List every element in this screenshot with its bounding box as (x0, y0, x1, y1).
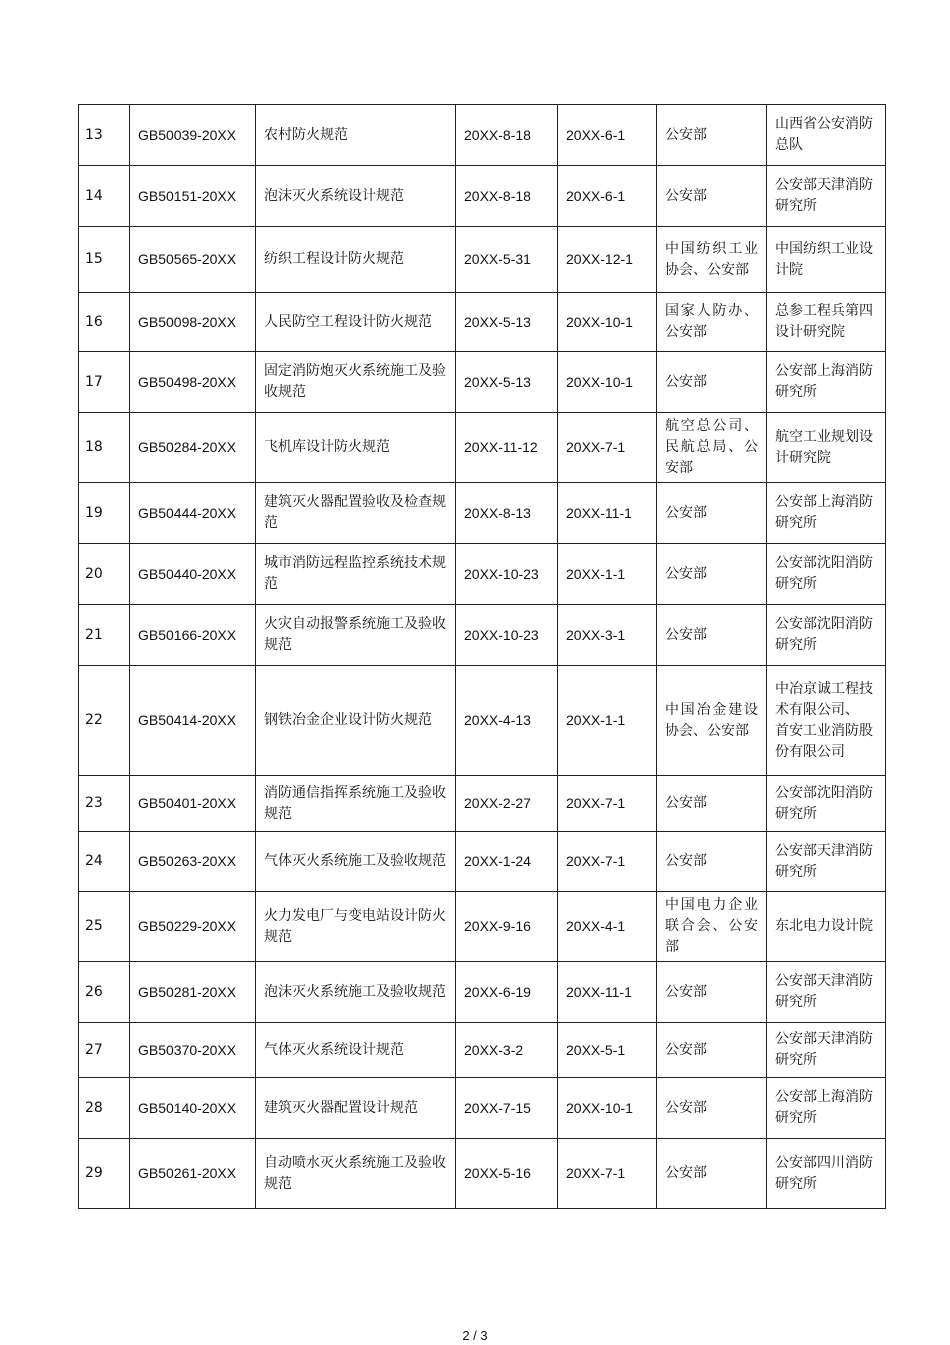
effective-date-cell: 20XX-7-1 (558, 776, 657, 832)
issuing-authority-cell: 公安部 (657, 832, 767, 892)
standard-name-cell: 纺织工程设计防火规范 (256, 227, 456, 293)
table-row (79, 1023, 886, 1078)
standard-name-cell: 火力发电厂与变电站设计防火规范 (256, 892, 456, 962)
standard-name-cell: 气体灭火系统施工及验收规范 (256, 832, 456, 892)
issuing-authority-cell: 公安部 (657, 483, 767, 544)
standard-code-cell: GB50440-20XX (130, 544, 256, 605)
issuing-authority-cell: 中国纺织工业协会、公安部 (657, 227, 767, 293)
chief-editor-unit-cell: 公安部四川消防研究所 (767, 1139, 886, 1209)
row-number-cell: 27 (79, 1023, 130, 1078)
chief-editor-unit-cell: 公安部天津消防研究所 (767, 1023, 886, 1078)
issuing-authority-cell: 公安部 (657, 1078, 767, 1139)
standard-code-cell: GB50098-20XX (130, 293, 256, 352)
standard-code-cell: GB50166-20XX (130, 605, 256, 666)
standard-name-cell: 城市消防远程监控系统技术规范 (256, 544, 456, 605)
effective-date-cell: 20XX-3-1 (558, 605, 657, 666)
issue-date-cell: 20XX-8-13 (456, 483, 558, 544)
issue-date-cell: 20XX-8-18 (456, 166, 558, 227)
table-row (79, 293, 886, 352)
effective-date-cell: 20XX-7-1 (558, 832, 657, 892)
row-number-cell: 15 (79, 227, 130, 293)
table-row (79, 413, 886, 483)
issuing-authority-cell: 航空总公司、民航总局、公安部 (657, 413, 767, 483)
table-row (79, 605, 886, 666)
chief-editor-unit-cell: 公安部沈阳消防研究所 (767, 605, 886, 666)
standard-name-cell: 泡沫灭火系统设计规范 (256, 166, 456, 227)
issuing-authority-cell: 公安部 (657, 166, 767, 227)
table-row (79, 166, 886, 227)
issue-date-cell: 20XX-2-27 (456, 776, 558, 832)
standard-code-cell: GB50039-20XX (130, 105, 256, 166)
issue-date-cell: 20XX-1-24 (456, 832, 558, 892)
chief-editor-unit-cell: 公安部上海消防研究所 (767, 352, 886, 413)
standard-name-cell: 人民防空工程设计防火规范 (256, 293, 456, 352)
table-row (79, 352, 886, 413)
row-number-cell: 23 (79, 776, 130, 832)
issue-date-cell: 20XX-8-18 (456, 105, 558, 166)
table-row (79, 227, 886, 293)
effective-date-cell: 20XX-7-1 (558, 413, 657, 483)
effective-date-cell: 20XX-10-1 (558, 1078, 657, 1139)
effective-date-cell: 20XX-4-1 (558, 892, 657, 962)
standard-name-cell: 固定消防炮灭火系统施工及验收规范 (256, 352, 456, 413)
table-row (79, 105, 886, 166)
effective-date-cell: 20XX-10-1 (558, 352, 657, 413)
table-row (79, 666, 886, 776)
standard-code-cell: GB50140-20XX (130, 1078, 256, 1139)
table-row (79, 776, 886, 832)
row-number-cell: 14 (79, 166, 130, 227)
row-number-cell: 16 (79, 293, 130, 352)
row-number-cell: 28 (79, 1078, 130, 1139)
standard-code-cell: GB50284-20XX (130, 413, 256, 483)
row-number-cell: 29 (79, 1139, 130, 1209)
issuing-authority-cell: 中国电力企业联合会、公安部 (657, 892, 767, 962)
standard-code-cell: GB50444-20XX (130, 483, 256, 544)
standard-code-cell: GB50281-20XX (130, 962, 256, 1023)
standard-code-cell: GB50401-20XX (130, 776, 256, 832)
standard-name-cell: 消防通信指挥系统施工及验收规范 (256, 776, 456, 832)
effective-date-cell: 20XX-11-1 (558, 483, 657, 544)
table-row (79, 832, 886, 892)
table-row (79, 1078, 886, 1139)
row-number-cell: 21 (79, 605, 130, 666)
standard-code-cell: GB50414-20XX (130, 666, 256, 776)
chief-editor-unit-cell: 中冶京诚工程技术有限公司、 首安工业消防股份有限公司 (767, 666, 886, 776)
issuing-authority-cell: 中国冶金建设协会、公安部 (657, 666, 767, 776)
table-body (79, 105, 886, 1209)
standard-name-cell: 自动喷水灭火系统施工及验收规范 (256, 1139, 456, 1209)
effective-date-cell: 20XX-7-1 (558, 1139, 657, 1209)
chief-editor-unit-cell: 山西省公安消防总队 (767, 105, 886, 166)
standard-code-cell: GB50565-20XX (130, 227, 256, 293)
issuing-authority-cell: 公安部 (657, 544, 767, 605)
standard-code-cell: GB50261-20XX (130, 1139, 256, 1209)
effective-date-cell: 20XX-1-1 (558, 544, 657, 605)
issue-date-cell: 20XX-7-15 (456, 1078, 558, 1139)
page-number: 2 / 3 (462, 1328, 488, 1343)
chief-editor-unit-cell: 公安部沈阳消防研究所 (767, 776, 886, 832)
chief-editor-unit-cell: 公安部天津消防研究所 (767, 962, 886, 1023)
chief-editor-unit-cell: 中国纺织工业设计院 (767, 227, 886, 293)
chief-editor-unit-cell: 航空工业规划设计研究院 (767, 413, 886, 483)
chief-editor-unit-cell: 总参工程兵第四设计研究院 (767, 293, 886, 352)
table-row (79, 483, 886, 544)
chief-editor-unit-cell: 东北电力设计院 (767, 892, 886, 962)
row-number-cell: 13 (79, 105, 130, 166)
table-row (79, 544, 886, 605)
effective-date-cell: 20XX-5-1 (558, 1023, 657, 1078)
effective-date-cell: 20XX-10-1 (558, 293, 657, 352)
issue-date-cell: 20XX-5-13 (456, 352, 558, 413)
issue-date-cell: 20XX-10-23 (456, 544, 558, 605)
chief-editor-unit-cell: 公安部天津消防研究所 (767, 166, 886, 227)
issue-date-cell: 20XX-11-12 (456, 413, 558, 483)
chief-editor-unit-cell: 公安部上海消防研究所 (767, 483, 886, 544)
standard-name-cell: 飞机库设计防火规范 (256, 413, 456, 483)
standard-code-cell: GB50151-20XX (130, 166, 256, 227)
standard-name-cell: 农村防火规范 (256, 105, 456, 166)
issue-date-cell: 20XX-5-31 (456, 227, 558, 293)
standard-code-cell: GB50498-20XX (130, 352, 256, 413)
standard-name-cell: 火灾自动报警系统施工及验收规范 (256, 605, 456, 666)
row-number-cell: 26 (79, 962, 130, 1023)
effective-date-cell: 20XX-12-1 (558, 227, 657, 293)
table-row (79, 892, 886, 962)
issuing-authority-cell: 公安部 (657, 1139, 767, 1209)
row-number-cell: 19 (79, 483, 130, 544)
standard-code-cell: GB50263-20XX (130, 832, 256, 892)
issuing-authority-cell: 公安部 (657, 105, 767, 166)
issue-date-cell: 20XX-5-13 (456, 293, 558, 352)
issue-date-cell: 20XX-4-13 (456, 666, 558, 776)
row-number-cell: 18 (79, 413, 130, 483)
issuing-authority-cell: 公安部 (657, 605, 767, 666)
table-row (79, 1139, 886, 1209)
row-number-cell: 17 (79, 352, 130, 413)
standard-code-cell: GB50370-20XX (130, 1023, 256, 1078)
row-number-cell: 25 (79, 892, 130, 962)
effective-date-cell: 20XX-6-1 (558, 166, 657, 227)
row-number-cell: 20 (79, 544, 130, 605)
issuing-authority-cell: 公安部 (657, 962, 767, 1023)
issue-date-cell: 20XX-3-2 (456, 1023, 558, 1078)
chief-editor-unit-cell: 公安部上海消防研究所 (767, 1078, 886, 1139)
chief-editor-unit-cell: 公安部沈阳消防研究所 (767, 544, 886, 605)
issue-date-cell: 20XX-10-23 (456, 605, 558, 666)
effective-date-cell: 20XX-11-1 (558, 962, 657, 1023)
effective-date-cell: 20XX-6-1 (558, 105, 657, 166)
issue-date-cell: 20XX-6-19 (456, 962, 558, 1023)
issuing-authority-cell: 公安部 (657, 1023, 767, 1078)
effective-date-cell: 20XX-1-1 (558, 666, 657, 776)
issuing-authority-cell: 公安部 (657, 352, 767, 413)
standard-name-cell: 建筑灭火器配置设计规范 (256, 1078, 456, 1139)
row-number-cell: 24 (79, 832, 130, 892)
standard-code-cell: GB50229-20XX (130, 892, 256, 962)
standard-name-cell: 钢铁冶金企业设计防火规范 (256, 666, 456, 776)
standards-table (78, 104, 886, 1209)
row-number-cell: 22 (79, 666, 130, 776)
standard-name-cell: 建筑灭火器配置验收及检查规范 (256, 483, 456, 544)
issuing-authority-cell: 公安部 (657, 776, 767, 832)
chief-editor-unit-cell: 公安部天津消防研究所 (767, 832, 886, 892)
issue-date-cell: 20XX-9-16 (456, 892, 558, 962)
issue-date-cell: 20XX-5-16 (456, 1139, 558, 1209)
table-row (79, 962, 886, 1023)
standard-name-cell: 泡沫灭火系统施工及验收规范 (256, 962, 456, 1023)
standard-name-cell: 气体灭火系统设计规范 (256, 1023, 456, 1078)
issuing-authority-cell: 国家人防办、公安部 (657, 293, 767, 352)
